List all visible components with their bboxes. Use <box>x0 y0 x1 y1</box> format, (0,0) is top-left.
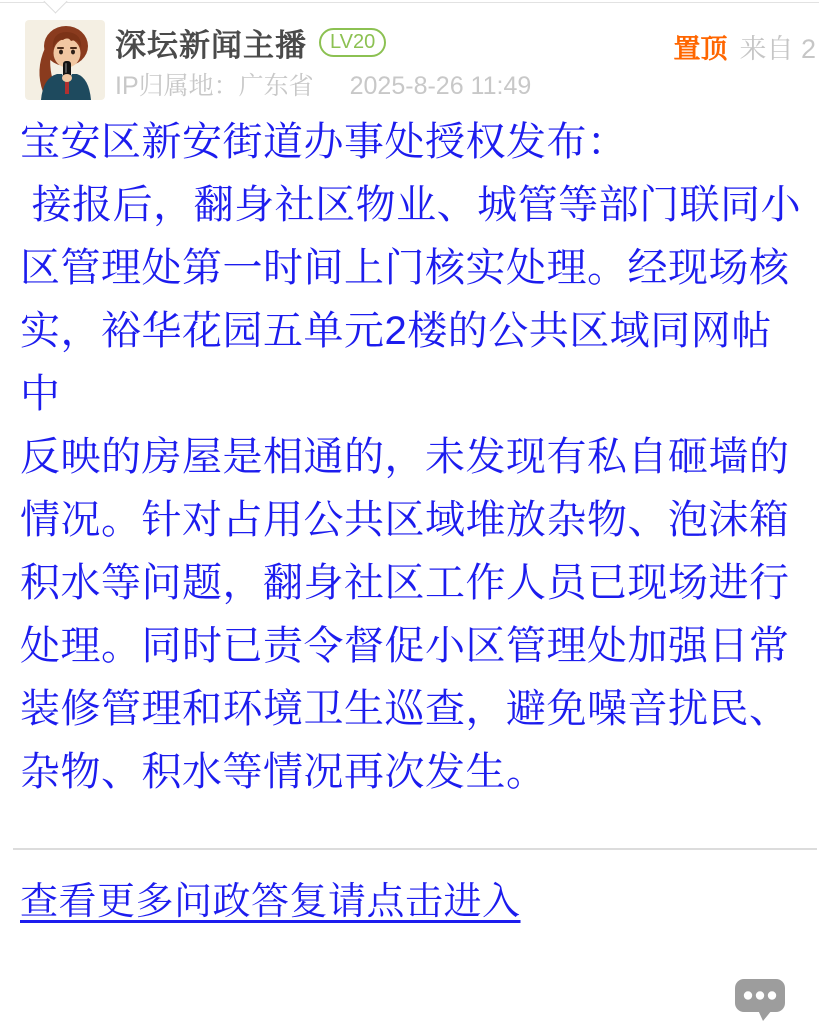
post-text-line: 宝安区新安街道办事处授权发布： <box>20 120 628 164</box>
post-header <box>25 20 819 102</box>
post-text-line: 积水等问题，翻身社区工作人员已现场进行 <box>20 561 790 605</box>
pinned-badge: 置顶 <box>673 34 728 64</box>
level-badge: LV20 <box>319 28 386 57</box>
ip-location: IP归属地：广东省 <box>115 72 314 100</box>
post-text-line: 实，裕华花园五单元2楼的公共区域同网帖中 <box>20 309 772 416</box>
post-text-line: 区管理处第一时间上门核实处理。经现场核 <box>20 246 790 290</box>
more-replies-link[interactable]: 查看更多问政答复请点击进入 <box>20 881 521 923</box>
section-divider <box>13 848 817 850</box>
avatar[interactable] <box>25 20 105 100</box>
name-row <box>115 20 386 65</box>
meta-row <box>115 66 531 102</box>
post-text-line: 处理。同时已责令督促小区管理处加强日常 <box>20 624 790 668</box>
comment-button[interactable] <box>734 976 786 1022</box>
header-badges <box>673 27 816 66</box>
top-divider <box>0 2 819 3</box>
comment-bubble-icon <box>734 976 786 1022</box>
post-text-line: 接报后，翻身社区物业、城管等部门联同小 <box>20 183 802 227</box>
username[interactable]: 深坛新闻主播 <box>115 28 307 63</box>
post-text-line: 杂物、积水等情况再次发生。 <box>20 750 547 794</box>
post-text-line: 装修管理和环境卫生巡查，避免噪音扰民、 <box>20 687 790 731</box>
post-body <box>20 101 809 804</box>
post-text-line: 反映的房屋是相通的，未发现有私自砸墙的 <box>20 435 790 479</box>
news-anchor-avatar-image <box>25 20 105 100</box>
post-timestamp: 2025-8-26 11:49 <box>349 72 532 100</box>
callout-notch <box>43 0 67 14</box>
post-text-line: 情况。针对占用公共区域堆放杂物、泡沫箱 <box>20 498 790 542</box>
from-device-label[interactable]: 来自 2 <box>739 34 816 64</box>
